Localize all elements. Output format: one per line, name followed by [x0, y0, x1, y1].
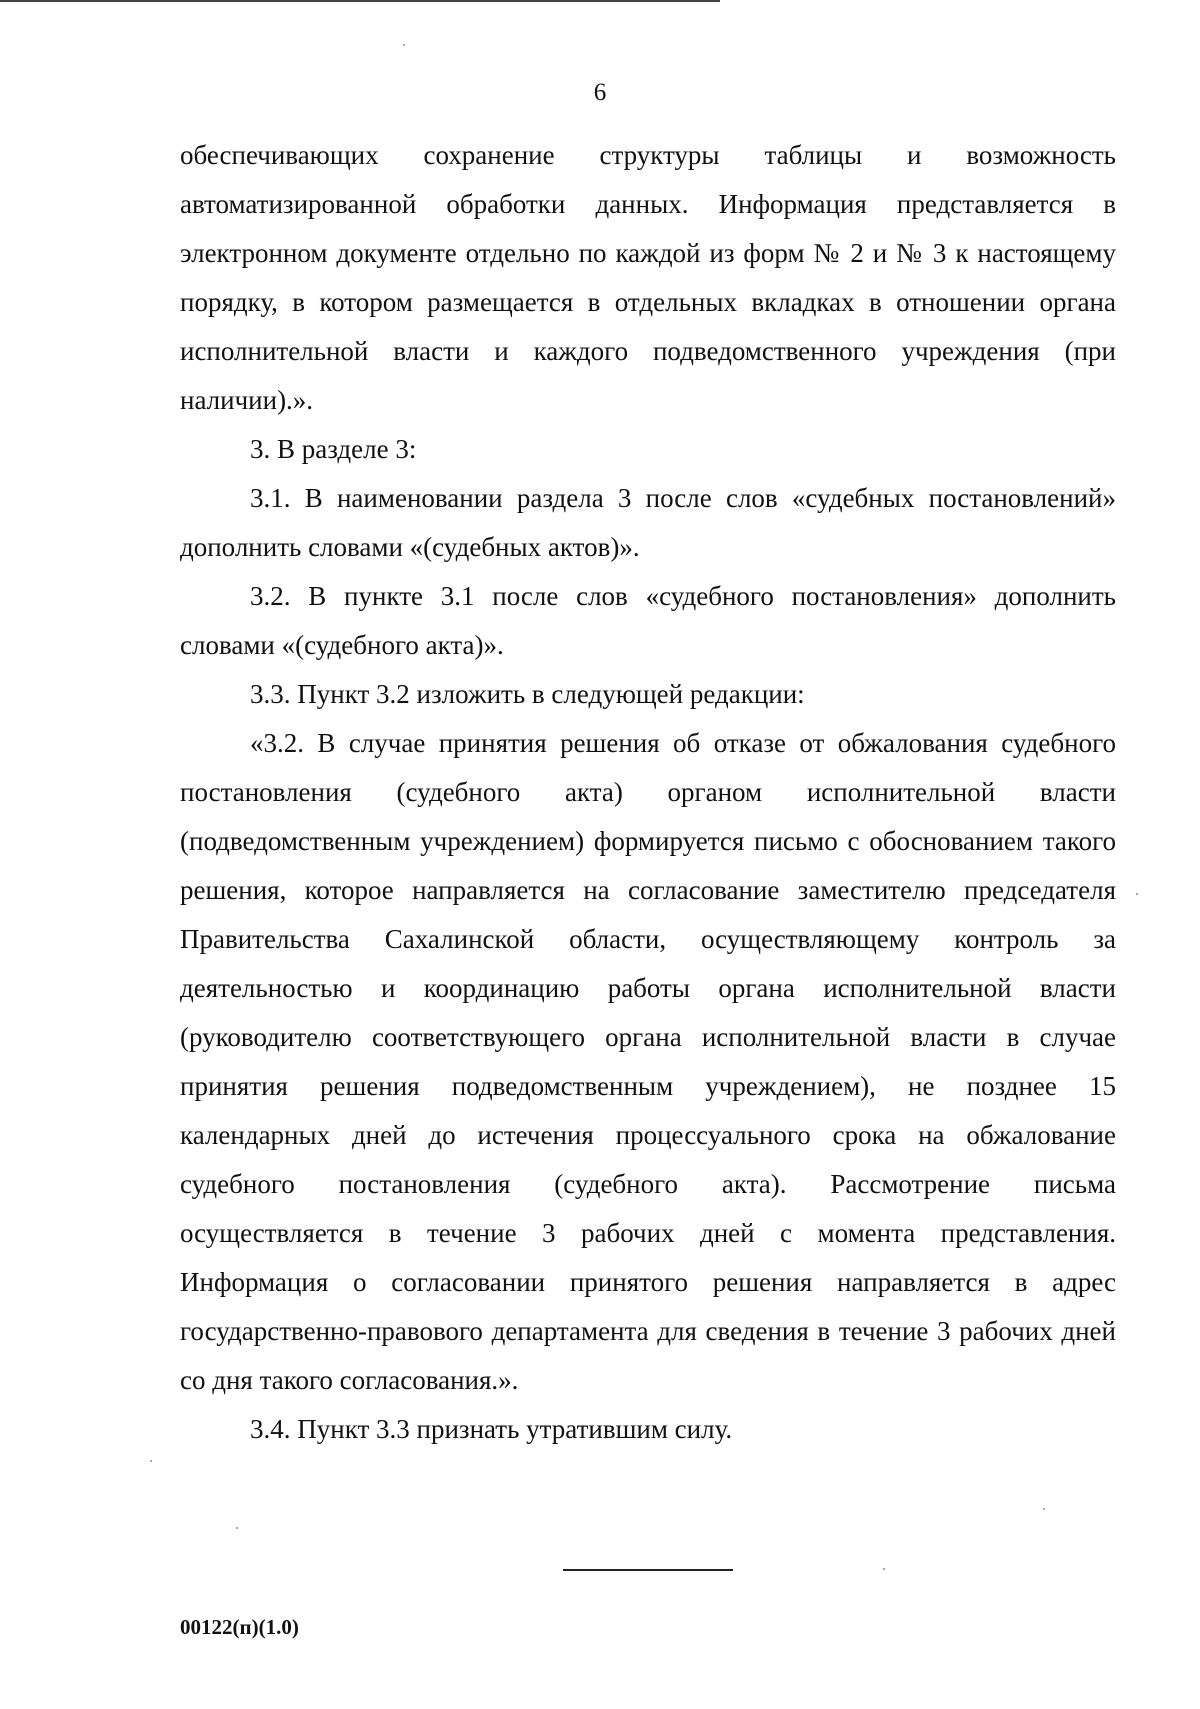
end-of-text-rule: [563, 1569, 733, 1571]
scan-speck: [403, 44, 405, 46]
scan-speck: [883, 1568, 885, 1570]
paragraph-section-3: 3. В разделе 3:: [250, 434, 417, 464]
scan-speck: [1043, 1508, 1045, 1510]
top-scan-rule: [0, 0, 720, 2]
document-body: [180, 131, 1116, 1454]
paragraph-3-1: 3.1. В наименовании раздела 3 после слов «судебных постановлений» дополнить словами «(судебных актов)».: [180, 483, 1116, 562]
paragraph-quoted-3-2: «3.2. В случае принятия решения об отказе от обжалования судебного постановления (судебного акта) органом исполнительной власти (подведомственным учреждением) формируется письмо с обоснованием такого решения, которое направляется на согласование заместителю председателя Правительства Сахалинской области, осуществляющему контроль за деятельностью и координацию работы органа исполнительной власти (руководителю соответствующего органа исполнительной власти в случае принятия решения подведомственным учреждением), не позднее 15 календарных дней до истечения процессуального срока на обжалование судебного постановления (судебного акта). Рассмотрение письма осуществляется в течение 3 рабочих дней с момента представления. Информация о согласовании принятого решения направляется в адрес государственно-правового департамента для сведения в течение 3 рабочих дней со дня такого согласования.».: [180, 728, 1116, 1395]
document-code: 00122(п)(1.0): [180, 1615, 299, 1639]
paragraph-3-2: 3.2. В пункте 3.1 после слов «судебного постановления» дополнить словами «(судебного акта)».: [180, 581, 1116, 660]
scan-speck: [150, 1460, 152, 1462]
paragraph-3-3: 3.3. Пункт 3.2 изложить в следующей редакции:: [250, 679, 805, 709]
page-number: 6: [593, 79, 607, 106]
scan-speck: [236, 1527, 238, 1529]
scan-speck: [1136, 893, 1138, 895]
paragraph-continuation: обеспечивающих сохранение структуры таблицы и возможность автоматизированной обработки данных. Информация представляется в электронном документе отдельно по каждой из форм № 2 и № 3 к настоящему порядку, в котором размещается в отдельных вкладках в отношении органа исполнительной власти и каждого подведомственного учреждения (при наличии).».: [180, 140, 1116, 415]
paragraph-3-4: 3.4. Пункт 3.3 признать утратившим силу.: [250, 1414, 733, 1444]
